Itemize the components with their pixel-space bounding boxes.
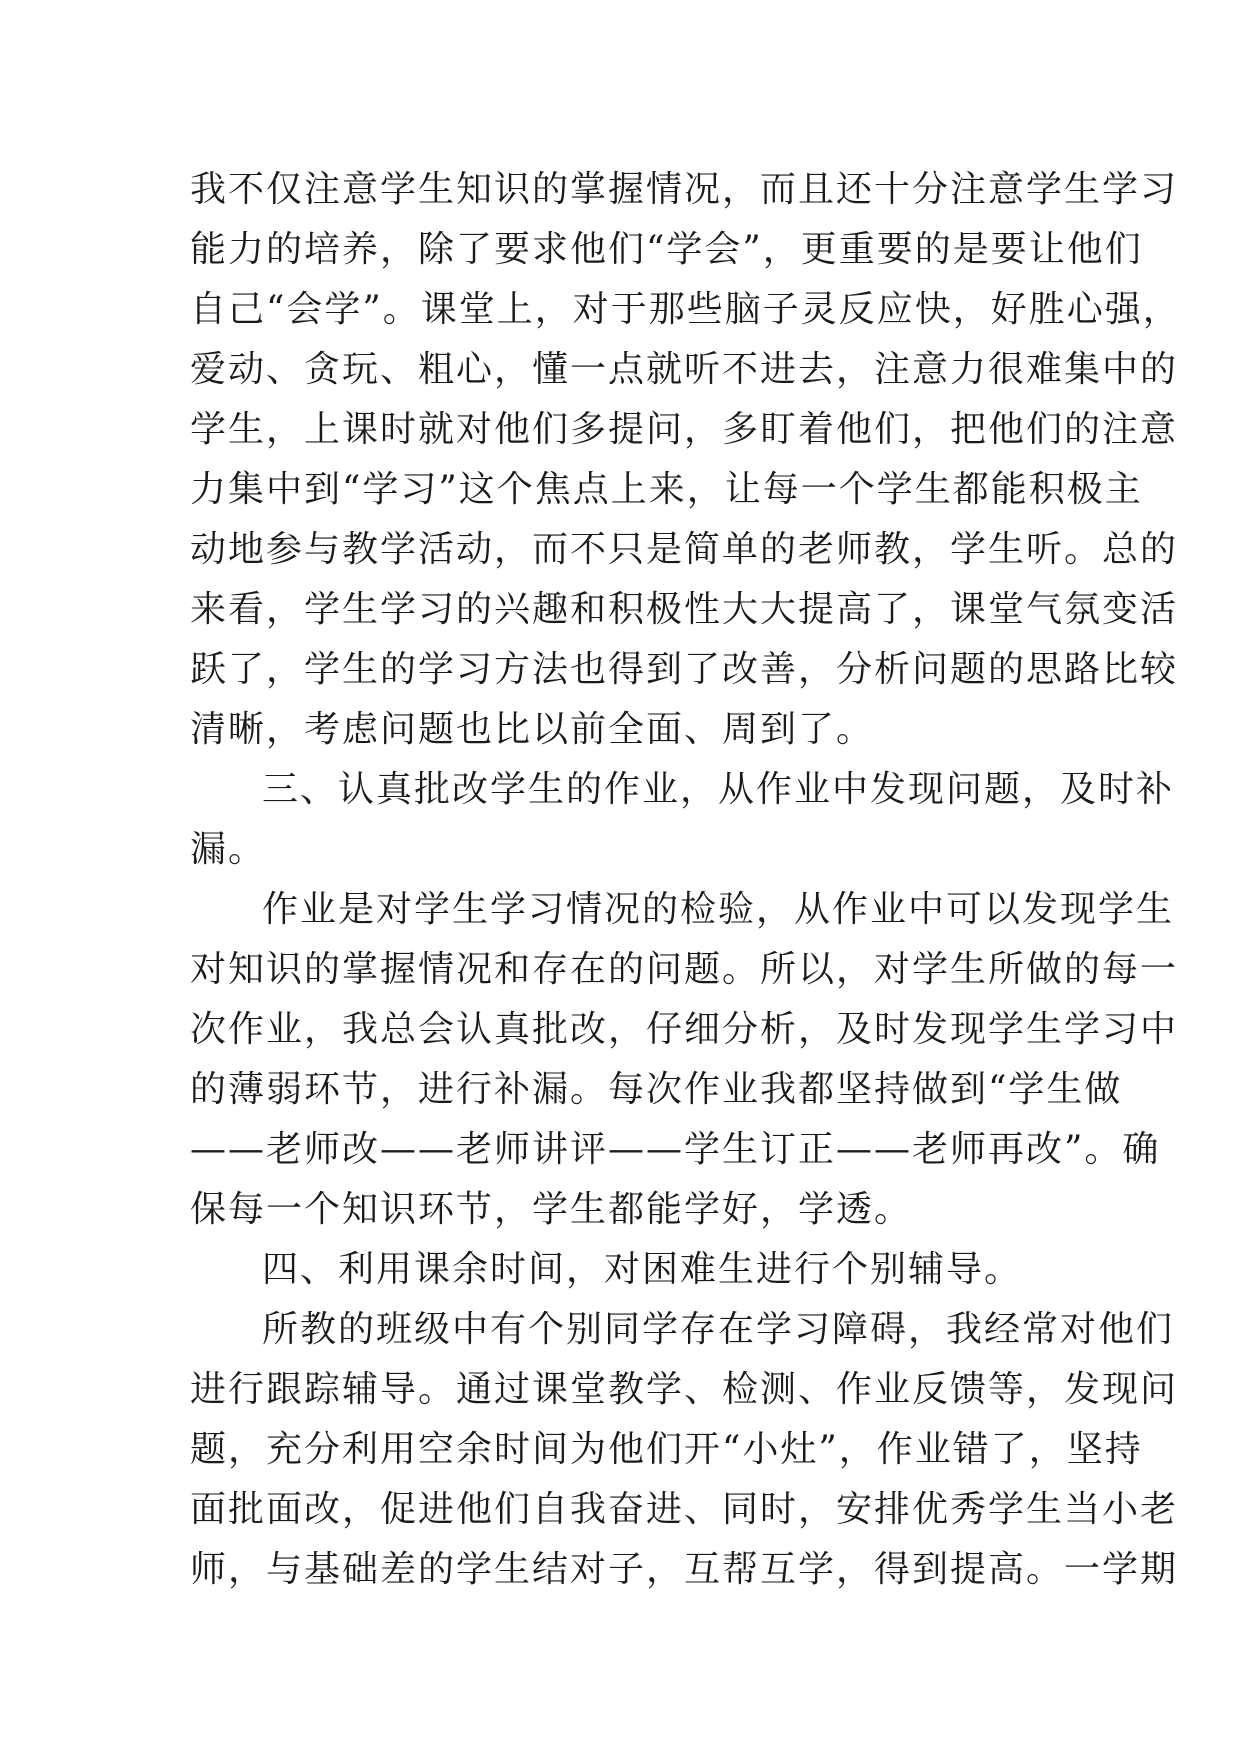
text-line: 次作业，我总会认真批改，仔细分析，及时发现学生学习中 [190,1009,1179,1050]
paragraph-start-line: 所教的班级中有个别同学存在学习障碍，我经常对他们 [262,1309,1175,1350]
section-heading-3: 三、认真批改学生的作业，从作业中发现问题，及时补 [262,769,1175,810]
section-heading-4: 四、利用课余时间，对困难生进行个别辅导。 [262,1249,1023,1290]
paragraph-end-line: 保每一个知识环节，学生都能学好，学透。 [190,1189,913,1230]
text-line: 对知识的掌握情况和存在的问题。所以，对学生所做的每一 [190,949,1179,990]
text-line: 自己“会学”。课堂上，对于那些脑子灵反应快，好胜心强， [190,289,1181,330]
text-line: 面批面改，促进他们自我奋进、同时，安排优秀学生当小老 [190,1489,1179,1530]
text-line: 力集中到“学习”这个焦点上来，让每一个学生都能积极主 [190,469,1143,510]
text-line: 动地参与教学活动，而不只是简单的老师教，学生听。总的 [190,529,1179,570]
text-line: 跃了，学生的学习方法也得到了改善，分析问题的思路比较 [190,649,1179,690]
text-line: 进行跟踪辅导。通过课堂教学、检测、作业反馈等，发现问 [190,1369,1179,1410]
text-line: 的薄弱环节，进行补漏。每次作业我都坚持做到“学生做 [190,1069,1123,1110]
text-line: 题，充分利用空余时间为他们开“小灶”，作业错了，坚持 [190,1429,1143,1470]
body-text [190,160,1181,1600]
section-heading-3-end: 漏。 [190,829,267,870]
text-line: 能力的培养，除了要求他们“学会”，更重要的是要让他们 [190,229,1143,270]
text-line: 爱动、贪玩、粗心，懂一点就听不进去，注意力很难集中的 [190,349,1179,390]
text-line: 师，与基础差的学生结对子，互帮互学，得到提高。一学期 [190,1549,1179,1590]
text-line: ——老师改——老师讲评——学生订正——老师再改”。确 [190,1129,1161,1170]
paragraph-end-line: 清晰，考虑问题也比以前全面、周到了。 [190,709,875,750]
text-line: 我不仅注意学生知识的掌握情况，而且还十分注意学生学习 [190,169,1179,210]
text-line: 学生，上课时就对他们多提问，多盯着他们，把他们的注意 [190,409,1179,450]
text-line: 来看，学生学习的兴趣和积极性大大提高了，课堂气氛变活 [190,589,1179,630]
paragraph-start-line: 作业是对学生学习情况的检验，从作业中可以发现学生 [262,889,1175,930]
